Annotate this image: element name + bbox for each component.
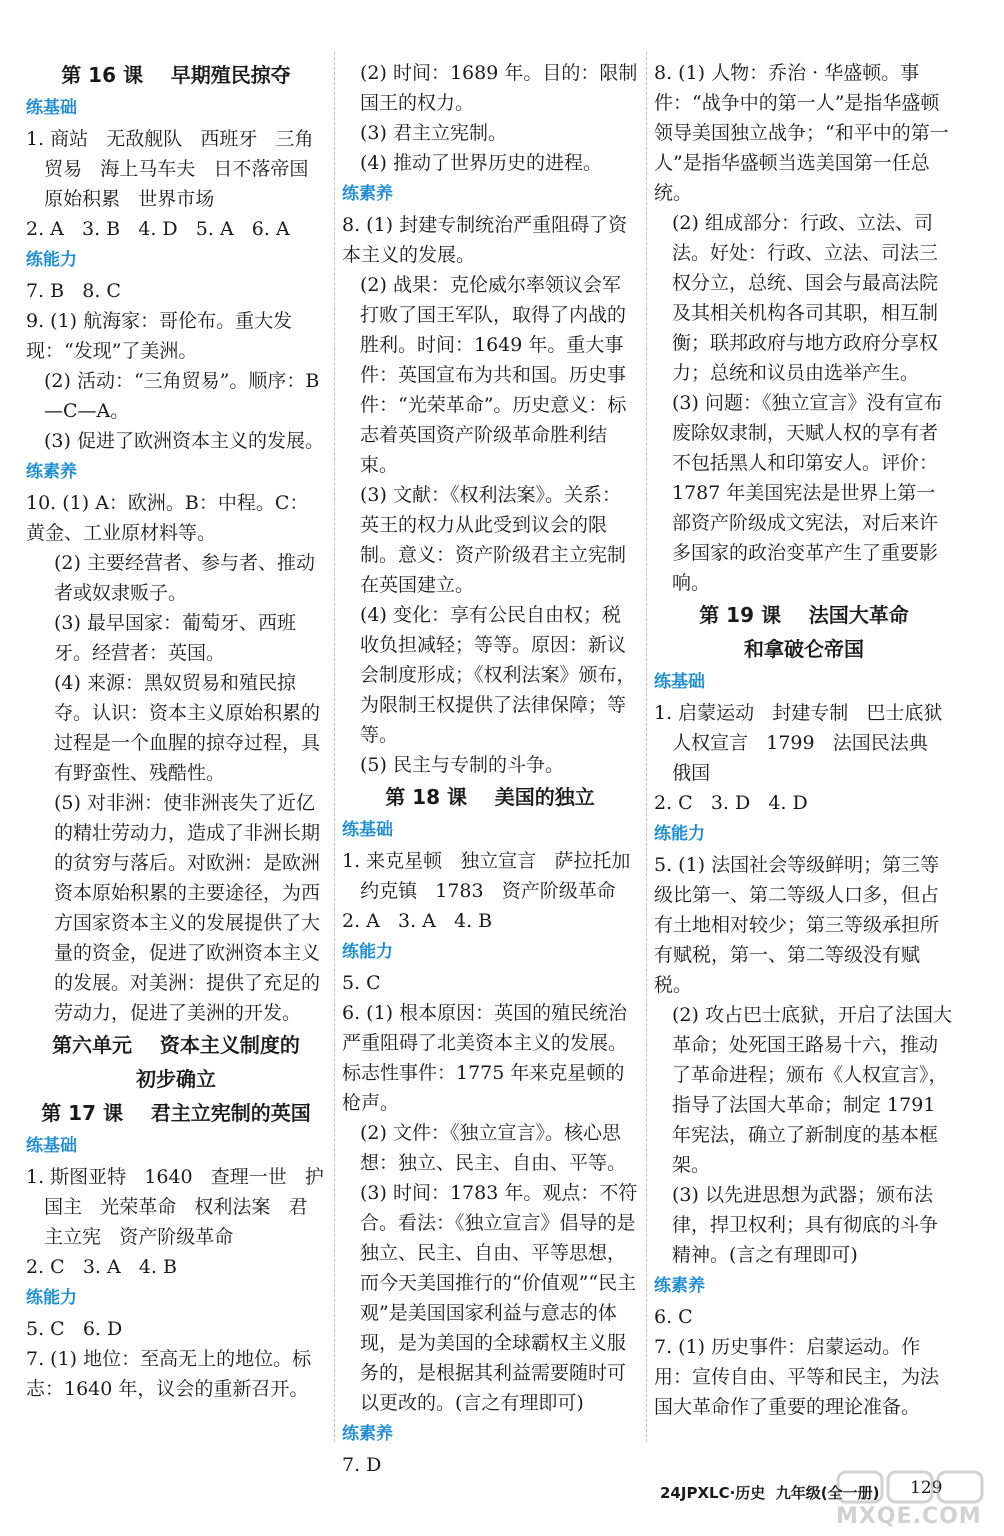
subsection-label: 练基础 [26, 98, 77, 118]
subsection-label: 练素养 [342, 184, 393, 204]
answer-paragraph: 8. (1) 人物：乔治 · 华盛顿。事件：“战争中的第一人”是指华盛顿领导美国独立战争；“和平中的第一人”是指华盛顿当选美国第一任总统。 [654, 62, 949, 204]
answer-subparagraph: (2) 主要经营者、参与者、推动者或奴隶贩子。 [54, 552, 315, 604]
section-heading: 第六单元 资本主义制度的 [52, 1033, 300, 1057]
answer-subparagraph: (2) 时间：1689 年。目的：限制国王的权力。 [360, 62, 638, 114]
watermark-icon [830, 1468, 1000, 1508]
answer-line: 1. 斯图亚特 1640 查理一世 护 [26, 1166, 324, 1188]
answer-line: 2. C 3. D 4. D [654, 792, 808, 814]
answer-line: 1. 商站 无敌舰队 西班牙 三角 [26, 128, 314, 150]
subsection-label: 练基础 [342, 820, 393, 840]
answer-subparagraph: (3) 时间：1783 年。观点：不符合。看法：《独立宣言》倡导的是独立、民主、自由、平等思想，而今天美国推行的“价值观”“民主观”是美国国家利益与意志的体现，是为美国的全球霸权主义服务的，是根据其利益需要随时可以更改的。(言之有理即可) [360, 1182, 638, 1414]
answer-paragraph: 6. (1) 根本原因：英国的殖民统治严重阻碍了北美资本主义的发展。标志性事件：1775 年来克星顿的枪声。 [342, 1002, 628, 1114]
answer-line: 1. 来克星顿 独立宣言 萨拉托加 [342, 850, 631, 872]
answer-subparagraph: (2) 活动：“三角贸易”。顺序：B—C—A。 [44, 370, 320, 422]
answer-line: 7. B 8. C [26, 280, 121, 302]
answer-line: 2. C 3. A 4. B [26, 1256, 177, 1278]
answer-subparagraph: (2) 文件：《独立宣言》。核心思想：独立、民主、自由、平等。 [360, 1122, 627, 1174]
answer-subparagraph: (3) 以先进思想为武器；颁布法律，捍卫权利；具有彻底的斗争精神。(言之有理即可) [672, 1184, 939, 1266]
subsection-label: 练能力 [342, 942, 393, 962]
answer-subparagraph: (3) 文献：《权利法案》。关系：英王的权力从此受到议会的限制。意义：资产阶级君主立宪制在英国建立。 [360, 484, 627, 596]
page-number: 129 [910, 1478, 943, 1498]
answer-subparagraph: (4) 变化：享有公民自由权；税收负担减轻；等等。原因：新议会制度形成；《权利法案》颁布，为限制王权提供了法律保障；等等。 [360, 604, 636, 746]
subsection-label: 练基础 [26, 1136, 77, 1156]
answer-line: 1. 启蒙运动 封建专制 巴士底狱 [654, 702, 943, 724]
answer-line: 原始积累 世界市场 [26, 188, 215, 210]
section-heading: 第 16 课 早期殖民掠夺 [61, 63, 291, 87]
answer-paragraph: 9. (1) 航海家：哥伦布。重大发现：“发现”了美洲。 [26, 310, 293, 362]
answer-line: 2. A 3. A 4. B [342, 910, 493, 932]
answer-line: 5. C [342, 972, 381, 994]
subsection-label: 练素养 [654, 1276, 705, 1296]
answer-subparagraph: (2) 攻占巴士底狱，开启了法国大革命；处死国王路易十六，推动了革命进程；颁布《人权宣言》，指导了法国大革命；制定 1791 年宪法，确立了新制度的基本框架。 [672, 1004, 952, 1176]
answer-line: 贸易 海上马车夫 日不落帝国 [26, 158, 309, 180]
answer-line: 5. C 6. D [26, 1318, 123, 1340]
section-heading: 初步确立 [136, 1067, 216, 1091]
answer-line: 6. C [654, 1306, 693, 1328]
answer-subparagraph: (4) 推动了世界历史的进程。 [360, 152, 602, 174]
subsection-label: 练能力 [654, 824, 705, 844]
answer-subparagraph: (3) 最早国家：葡萄牙、西班牙。经营者：英国。 [54, 612, 296, 664]
answer-subparagraph: (2) 战果：克伦威尔率领议会军打败了国王军队，取得了内战的胜利。时间：1649 年。重大事件：英国宣布为共和国。历史事件：“光荣革命”。历史意义：标志着英国资产阶级革命胜利结束。 [360, 274, 627, 476]
subsection-label: 练素养 [342, 1424, 393, 1444]
answer-paragraph: 7. (1) 历史事件：启蒙运动。作用：宣传自由、平等和民主，为法国大革命作了重要的理论准备。 [654, 1336, 940, 1418]
watermark-text: MXQE.COM [836, 1504, 982, 1529]
subsection-label: 练素养 [26, 462, 77, 482]
answer-subparagraph: (3) 问题：《独立宣言》没有宣布废除奴隶制，天赋人权的享有者不包括黑人和印第安人。评价：1787 年美国宪法是世界上第一部资产阶级成文宪法，对后来许多国家的政治变革产生了重要影响。 [672, 392, 943, 594]
answer-subparagraph: (5) 对非洲：使非洲丧失了近亿的精壮劳动力，造成了非洲长期的贫穷与落后。对欧洲：是欧洲资本原始积累的主要途径，为西方国家资本主义的发展提供了大量的资金，促进了欧洲资本主义的发展。对美洲：提供了充足的劳动力，促进了美洲的开发。 [54, 792, 321, 1024]
footer-code: 24JPXLC·历史 九年级(全一册) [660, 1484, 880, 1502]
answer-subparagraph: (3) 促进了欧洲资本主义的发展。 [44, 430, 324, 452]
answer-paragraph: 8. (1) 封建专制统治严重阻碍了资本主义的发展。 [342, 214, 628, 266]
answer-subparagraph: (5) 民主与专制的斗争。 [360, 754, 564, 776]
answer-line: 7. D [342, 1454, 382, 1476]
answer-column-right [654, 58, 954, 1422]
answer-paragraph: 7. (1) 地位：至高无上的地位。标志：1640 年，议会的重新召开。 [26, 1348, 312, 1400]
answer-paragraph: 5. (1) 法国社会等级鲜明；第三等级比第一、第二等级人口多，但占有土地相对较少；第三等级承担所有赋税，第一、第二等级没有赋税。 [654, 854, 940, 996]
answer-paragraph: 10. (1) A：欧洲。B：中程。C：黄金、工业原材料等。 [26, 492, 309, 544]
column-divider [646, 52, 647, 1442]
column-divider [334, 52, 335, 1442]
section-heading: 第 19 课 法国大革命 [699, 603, 909, 627]
answer-line: 俄国 [654, 762, 711, 784]
section-heading: 第 18 课 美国的独立 [385, 785, 595, 809]
section-heading: 和拿破仑帝国 [744, 637, 864, 661]
answer-line: 主立宪 资产阶级革命 [26, 1226, 234, 1248]
answer-subparagraph: (3) 君主立宪制。 [360, 122, 507, 144]
answer-line: 约克镇 1783 资产阶级革命 [342, 880, 616, 902]
subsection-label: 练基础 [654, 672, 705, 692]
subsection-label: 练能力 [26, 250, 77, 270]
answer-subparagraph: (4) 来源：黑奴贸易和殖民掠夺。认识：资本主义原始积累的过程是一个血腥的掠夺过程，具有野蛮性、残酷性。 [54, 672, 321, 784]
answer-line: 国主 光荣革命 权利法案 君 [26, 1196, 308, 1218]
watermark-logo [830, 1468, 1000, 1534]
subsection-label: 练能力 [26, 1288, 77, 1308]
answer-line: 2. A 3. B 4. D 5. A 6. A [26, 218, 290, 240]
answer-column-left [26, 58, 326, 1404]
answer-line: 人权宣言 1799 法国民法典 [654, 732, 928, 754]
answer-subparagraph: (2) 组成部分：行政、立法、司法。好处：行政、立法、司法三权分立，总统、国会与最高法院及其相关机构各司其职，相互制衡；联邦政府与地方政府分享权力；总统和议员由选举产生。 [672, 212, 939, 384]
section-heading: 第 17 课 君主立宪制的英国 [41, 1101, 311, 1125]
answer-column-middle [342, 58, 638, 1480]
